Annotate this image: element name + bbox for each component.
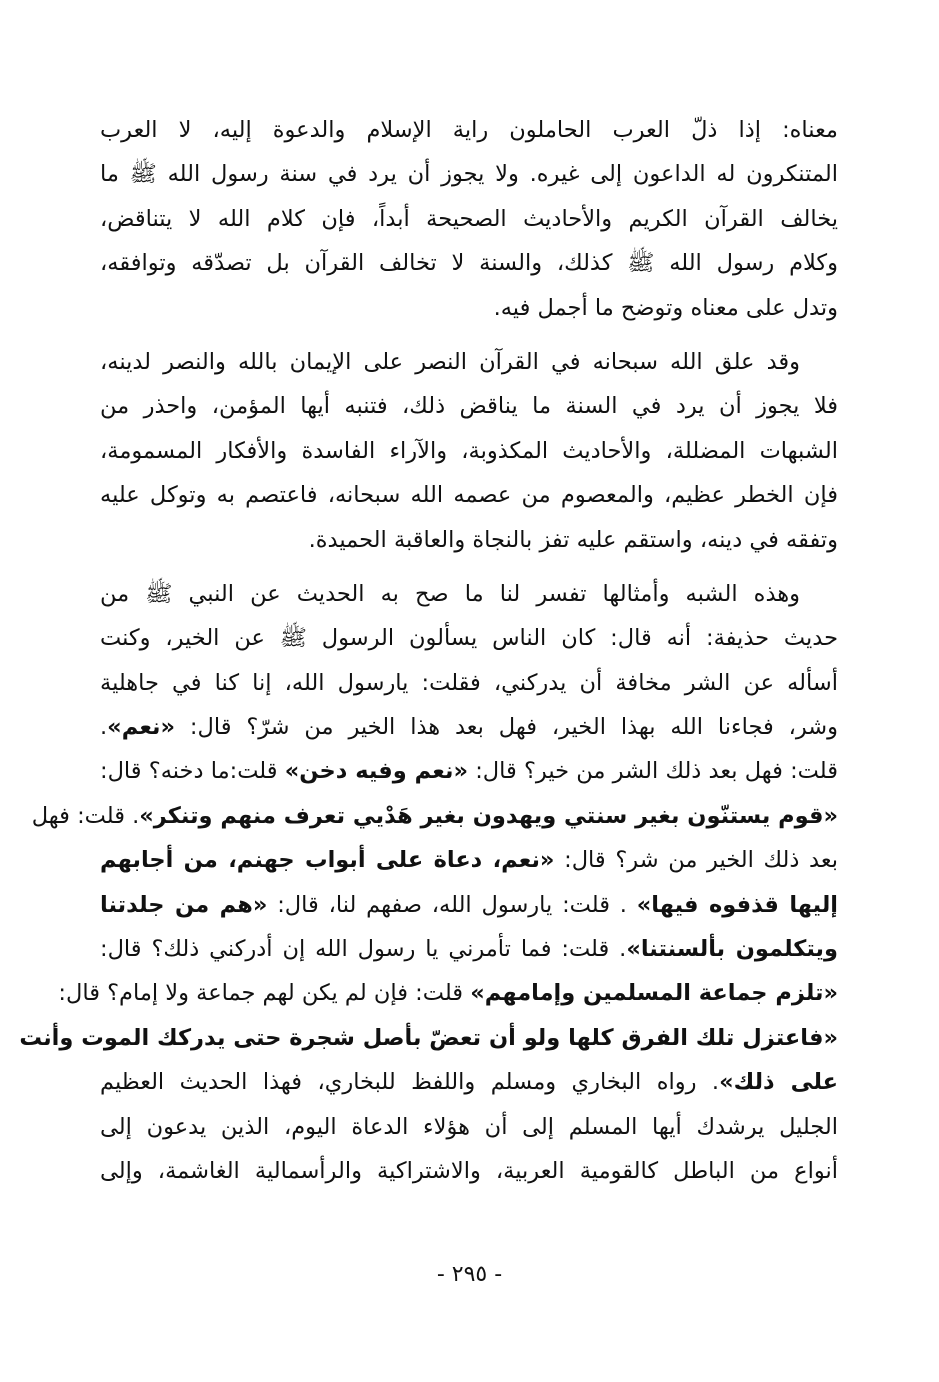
text-line: الجليل يرشدك أيها المسلم إلى أن هؤلاء الدعاة اليوم، الذين يدعون إلى [100, 1113, 838, 1140]
text-fragment: . قلت: فما تأمرني يا رسول الله إن أدركني ذلك؟ قال: [100, 936, 627, 963]
text-fragment: وشر، فجاءنا الله بهذا الخير، فهل بعد هذا الخير من شرّ؟ قال: [175, 714, 838, 741]
text-line [100, 749, 838, 793]
paragraph-gap [100, 330, 838, 340]
text-line [100, 838, 838, 882]
text-fragment: قلت: فإن لم يكن لهم جماعة ولا إمام؟ قال: [58, 980, 471, 1007]
text-fragment: . رواه البخاري ومسلم واللفظ للبخاري، فهذا الحديث العظيم [100, 1069, 720, 1096]
text-fragment: . قلت: فهل [31, 802, 140, 829]
hadith-quote: «نعم» [107, 714, 176, 741]
text-line [31, 794, 838, 838]
hadith-quote: «قوم يستنّون بغير سنتي ويهدون بغير هَدْيي تعرف منهم وتنكر» [139, 802, 838, 829]
hadith-quote: إليها قذفوه فيها» [636, 891, 838, 918]
text-line [100, 705, 838, 749]
hadith-quote: «فاعتزل تلك الفرق كلها ولو أن تعضّ بأصل شجرة حتى يدركك الموت وأنت [19, 1024, 838, 1051]
text-line [100, 883, 838, 927]
hadith-quote: «تلزم جماعة المسلمين وإمامهم» [470, 980, 838, 1007]
text-line: وقد علق الله سبحانه في القرآن النصر على الإيمان بالله والنصر لدينه، [100, 348, 800, 375]
text-line: وكلام رسول الله ﷺ كذلك، والسنة لا تخالف القرآن بل تصدّقه وتوافقه، [100, 250, 838, 277]
text-line: فلا يجوز أن يرد في السنة ما يناقض ذلك، فتنبه أيها المؤمن، واحذر من [100, 393, 838, 420]
hadith-quote: «نعم، دعاة على أبواب جهنم، من أجابهم [100, 847, 555, 874]
hadith-quote: على ذلك» [719, 1069, 839, 1096]
text-line: وتفقه في دينه، واستقم عليه تفز بالنجاة والعاقبة الحميدة. [308, 526, 838, 553]
text-line [100, 927, 838, 971]
text-fragment: . [100, 714, 108, 741]
text-line: وهذه الشبه وأمثالها تفسر لنا ما صح به الحديث عن النبي ﷺ من [100, 580, 800, 607]
text-line: المتنكرون له الداعون إلى غيره. ولا يجوز أن يرد في سنة رسول الله ﷺ ما [100, 161, 838, 188]
text-line [58, 971, 838, 1015]
text-line: معناه: إذا ذلّ العرب الحاملون راية الإسلام والدعوة إليه، لا العرب [100, 117, 838, 143]
text-fragment: قلت:ما دخنه؟ قال: [100, 758, 285, 785]
text-line: حديث حذيفة: أنه قال: كان الناس يسألون الرسول ﷺ عن الخير، وكنت [100, 625, 838, 652]
text-line: الشبهات المضللة، والأحاديث المكذوبة، والآراء الفاسدة والأفكار المسمومة، [100, 437, 838, 464]
text-line [100, 1060, 838, 1104]
text-line: أسأله عن الشر مخافة أن يدركني، فقلت: يارسول الله، إنا كنا في جاهلية [100, 669, 838, 696]
hadith-quote: «هم من جلدتنا [100, 891, 268, 918]
text-line [19, 1016, 838, 1060]
page-number: - ٢٩٥ - [436, 1262, 503, 1287]
paragraph-gap [100, 562, 838, 572]
hadith-quote: ويتكلمون بألسنتنا» [626, 936, 838, 963]
text-line: فإن الخطر عظيم، والمعصوم من عصمه الله سبحانه، فاعتصم به وتوكل عليه [100, 482, 838, 509]
body-text [19, 108, 839, 1193]
hadith-quote: «نعم وفيه دخن» [284, 758, 468, 785]
text-line: وتدل على معناه وتوضح ما أجمل فيه. [493, 294, 838, 321]
text-line: يخالف القرآن الكريم والأحاديث الصحيحة أبداً، فإن كلام الله لا يتناقض، [100, 205, 838, 232]
text-fragment: . قلت: يارسول الله، صفهم لنا، قال: [267, 891, 637, 918]
text-fragment: قلت: فهل بعد ذلك الشر من خير؟ قال: [467, 758, 838, 785]
text-fragment: بعد ذلك الخير من شر؟ قال: [554, 847, 838, 874]
text-line: أنواع من الباطل كالقومية العربية، والاشتراكية والرأسمالية الغاشمة، وإلى [100, 1157, 838, 1184]
